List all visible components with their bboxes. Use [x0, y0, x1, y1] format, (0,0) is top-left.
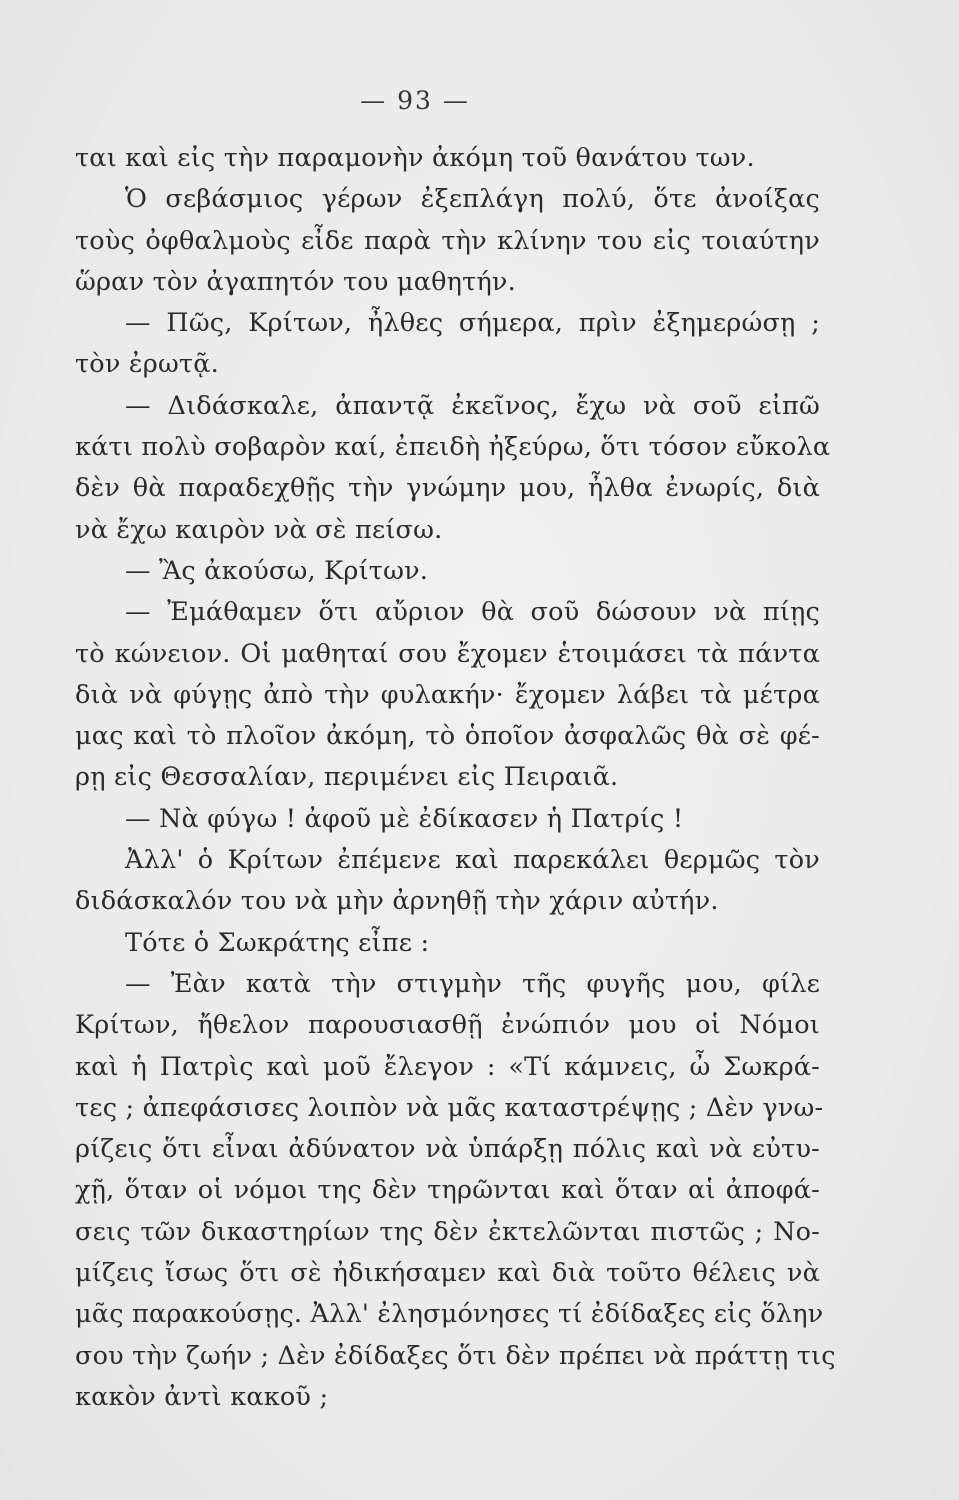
text-line: Τότε ὁ Σωκράτης εἶπε :	[125, 927, 430, 958]
text-line: μας καὶ τὸ πλοῖον ἀκόμη, τὸ ὁποῖον ἀσφαλῶς θὰ σὲ φέ-	[75, 721, 820, 752]
text-line: — Πῶς, Κρίτων, ἦλθες σήμερα, πρὶν ἐξημερώσῃ ;	[125, 308, 820, 339]
text-line: τὸ κώνειον. Οἱ μαθηταί σου ἔχομεν ἑτοιμάσει τὰ πάντα	[75, 638, 820, 669]
text-line: Κρίτων, ἤθελον παρουσιασθῇ ἐνώπιόν μου οἱ Νόμοι	[75, 1010, 820, 1041]
text-line: — Ἐὰν κατὰ τὴν στιγμὴν τῆς φυγῆς μου, φίλε	[125, 968, 820, 999]
text-line: Ὁ σεβάσμιος γέρων ἐξεπλάγη πολύ, ὅτε ἀνοίξας	[125, 184, 820, 215]
text-line: Ἀλλ' ὁ Κρίτων ἐπέμενε καὶ παρεκάλει θερμῶς τὸν	[125, 845, 820, 876]
text-line: σεις τῶν δικαστηρίων της δὲν ἐκτελῶνται πιστῶς ; Νο-	[75, 1216, 820, 1247]
text-line: δὲν θὰ παραδεχθῇς τὴν γνώμην μου, ἦλθα ἐνωρίς, διὰ	[75, 473, 820, 504]
text-line: μίζεις ἴσως ὅτι σὲ ἠδικήσαμεν καὶ διὰ τοῦτο θέλεις νὰ	[75, 1258, 820, 1289]
text-line: κάτι πολὺ σοβαρὸν καί, ἐπειδὴ ἠξεύρω, ὅτι τόσον εὔκολα	[75, 432, 831, 463]
text-line: ται καὶ εἰς τὴν παραμονὴν ἀκόμη τοῦ θανάτου των.	[75, 143, 755, 173]
text-line: κακὸν ἀντὶ κακοῦ ;	[75, 1381, 329, 1412]
text-line: ρίζεις ὅτι εἶναι ἀδύνατον νὰ ὑπάρξῃ πόλις καὶ νὰ εὐτυ-	[75, 1134, 820, 1165]
text-line: ὥραν τὸν ἀγαπητόν του μαθητήν.	[75, 266, 516, 297]
text-line: — Ἐμάθαμεν ὅτι αὔριον θὰ σοῦ δώσουν νὰ πίῃς	[125, 597, 820, 628]
text-line: τες ; ἀπεφάσισες λοιπὸν νὰ μᾶς καταστρέψῃς ; Δὲν γνω-	[75, 1092, 824, 1123]
text-line: χῇ, ὅταν οἱ νόμοι της δὲν τηρῶνται καὶ ὅταν αἱ ἀποφά-	[75, 1175, 820, 1206]
text-line: — Νὰ φύγω ! ἀφοῦ μὲ ἐδίκασεν ἡ Πατρίς !	[125, 803, 684, 834]
text-line: διὰ νὰ φύγῃς ἀπὸ τὴν φυλακήν· ἔχομεν λάβει τὰ μέτρα	[75, 679, 820, 710]
text-line: ρῃ εἰς Θεσσαλίαν, περιμένει εἰς Πειραιᾶ.	[75, 762, 619, 793]
text-line: καὶ ἡ Πατρὶς καὶ μοῦ ἔλεγον : «Τί κάμνεις, ὦ Σωκρά-	[75, 1051, 820, 1082]
text-line: σου τὴν ζωήν ; Δὲν ἐδίδαξες ὅτι δὲν πρέπει νὰ πράττῃ τις	[75, 1340, 836, 1371]
body-text	[75, 138, 836, 1418]
text-line: μᾶς παρακούσῃς. Ἀλλ' ἐλησμόνησες τί ἐδίδαξες εἰς ὅλην	[75, 1299, 824, 1330]
text-line: διδάσκαλόν του νὰ μὴν ἀρνηθῇ τὴν χάριν αὐτήν.	[75, 886, 719, 917]
text-line: τοὺς ὀφθαλμοὺς εἶδε παρὰ τὴν κλίνην του εἰς τοιαύτην	[75, 225, 820, 256]
text-line: — Ἂς ἀκούσω, Κρίτων.	[125, 555, 429, 586]
text-line: νὰ ἔχω καιρὸν νὰ σὲ πείσω.	[75, 514, 443, 545]
text-line: — Διδάσκαλε, ἀπαντᾷ ἐκεῖνος, ἔχω νὰ σοῦ εἰπῶ	[125, 390, 820, 421]
text-line: τὸν ἐρωτᾷ.	[75, 349, 219, 380]
page-number: — 93 —	[360, 86, 470, 115]
